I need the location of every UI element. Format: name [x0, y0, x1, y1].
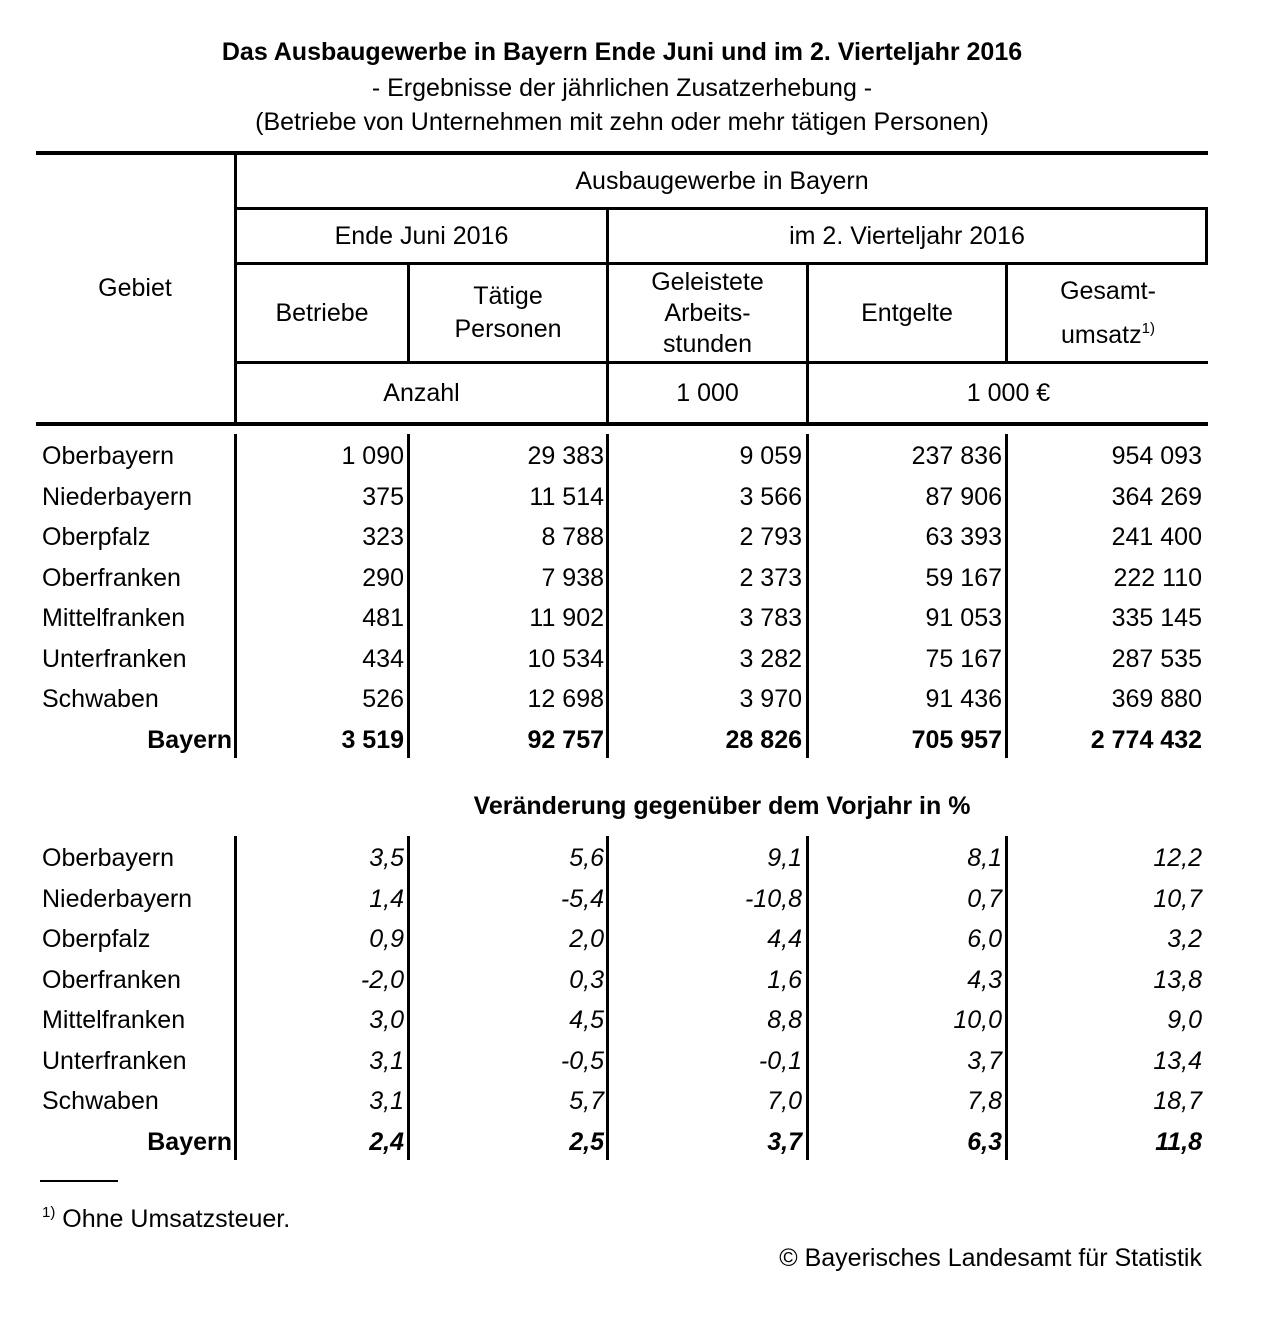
footnote	[42, 1204, 290, 1234]
header-group-juni	[237, 210, 606, 262]
row-value: 13,4	[1153, 1046, 1202, 1075]
table-row	[0, 436, 1276, 476]
header-col-taetige-personen	[410, 265, 606, 361]
row-value: 10,7	[1153, 884, 1202, 913]
row-value: 2,5	[569, 1127, 604, 1156]
row-value: 12 698	[527, 685, 604, 713]
change-section-title: Veränderung gegenüber dem Vorjahr in %	[473, 792, 971, 820]
footnote-rule	[40, 1180, 118, 1182]
row-value: -2,0	[360, 965, 404, 994]
row-value: 63 393	[925, 523, 1002, 551]
row-value: 335 145	[1111, 604, 1202, 632]
unit-anzahl-label: Anzahl	[383, 378, 460, 407]
row-value: 369 880	[1111, 685, 1202, 713]
row-value: 3 566	[739, 482, 802, 511]
table-row	[0, 1081, 1276, 1121]
table-row-total	[0, 1122, 1276, 1162]
row-gebiet: Oberpfalz	[42, 925, 151, 953]
row-value: 92 757	[527, 725, 604, 754]
row-gebiet: Oberfranken	[42, 965, 181, 994]
row-value: 2 793	[739, 523, 802, 551]
table-row	[0, 838, 1276, 878]
row-value: 3 282	[739, 644, 802, 673]
table-row	[0, 639, 1276, 679]
row-value: 4,5	[569, 1006, 604, 1034]
row-value: -10,8	[745, 884, 802, 913]
row-value: 0,9	[369, 925, 404, 953]
row-value: 222 110	[1113, 563, 1202, 592]
table-row	[0, 558, 1276, 598]
row-value: 7,8	[967, 1087, 1002, 1115]
row-gebiet: Unterfranken	[42, 644, 187, 673]
footnote-mark: 1)	[42, 1204, 56, 1221]
row-value: 91 053	[925, 604, 1002, 632]
page-subtitle: - Ergebnisse der jährlichen Zusatzerhebung -	[371, 74, 873, 102]
row-value: 11,8	[1155, 1127, 1202, 1156]
table-row	[0, 1000, 1276, 1040]
row-value: 4,4	[767, 925, 802, 953]
unit-tausend	[609, 364, 806, 422]
row-value: 6,0	[967, 925, 1002, 953]
header-group-quartal-label: im 2. Vierteljahr 2016	[789, 221, 1025, 250]
row-value: 8,8	[767, 1006, 802, 1034]
row-value: 5,7	[569, 1087, 604, 1115]
row-value: 12,2	[1153, 844, 1202, 872]
rule-header-bottom	[36, 422, 1208, 426]
header-col-label-text: umsatz	[1061, 321, 1142, 349]
divider	[1205, 208, 1208, 264]
header-col-label-line: Personen	[454, 315, 562, 343]
row-value: 241 400	[1111, 523, 1202, 551]
header-col-betriebe-label: Betriebe	[275, 298, 369, 327]
unit-anzahl	[237, 364, 606, 422]
row-value: 11 902	[529, 604, 604, 632]
row-value: 9 059	[739, 442, 802, 470]
table-row	[0, 919, 1276, 959]
row-value: 3,7	[767, 1127, 802, 1156]
row-value: 3,1	[369, 1087, 404, 1115]
header-col-label-line: Tätige	[473, 282, 543, 310]
row-value: 954 093	[1111, 442, 1202, 470]
row-value: 8,1	[967, 844, 1002, 872]
page-subtitle-scope: (Betriebe von Unternehmen mit zehn oder mehr tätigen Personen)	[255, 108, 989, 136]
row-value: 526	[362, 685, 404, 713]
row-value: 1 090	[341, 442, 404, 470]
table-row	[0, 679, 1276, 719]
row-value: 10,0	[953, 1006, 1002, 1034]
header-col-gesamtumsatz	[1008, 265, 1208, 361]
header-group-main	[237, 155, 1207, 207]
row-gebiet: Mittelfranken	[42, 1006, 186, 1034]
row-value: 434	[362, 644, 404, 673]
row-value: 6,3	[967, 1127, 1002, 1156]
row-value: 2,0	[569, 925, 604, 953]
row-value: 8 788	[541, 523, 604, 551]
row-value: 7,0	[767, 1087, 802, 1115]
copyright: © Bayerisches Landesamt für Statistik	[779, 1244, 1202, 1272]
row-value: 3,7	[967, 1046, 1002, 1075]
row-value: 3,1	[369, 1046, 404, 1075]
header-col-arbeitsstunden	[609, 263, 806, 363]
header-col-label-line: Arbeits-	[664, 298, 751, 327]
row-gebiet: Schwaben	[42, 1087, 159, 1115]
row-value: 3,2	[1167, 925, 1202, 953]
row-value: 87 906	[925, 482, 1002, 511]
row-value: 7 938	[541, 563, 604, 592]
row-gebiet: Oberbayern	[42, 844, 175, 872]
row-value: 0,3	[569, 965, 604, 994]
row-value: 481	[362, 604, 404, 632]
unit-tausend-euro	[809, 364, 1208, 422]
row-value: 3 783	[739, 604, 802, 632]
footnote-marker[interactable]: 1)	[1141, 320, 1155, 337]
row-gebiet: Oberbayern	[42, 442, 175, 470]
row-value: 290	[362, 563, 404, 592]
row-value: 75 167	[925, 644, 1002, 673]
row-value: 3 519	[341, 725, 404, 754]
row-value: 2 774 432	[1090, 725, 1202, 754]
header-col-label-line: stunden	[663, 329, 752, 358]
row-value: 0,7	[967, 884, 1002, 913]
header-group-quartal	[609, 210, 1205, 262]
row-value: 9,0	[1167, 1006, 1202, 1034]
row-value: 28 826	[725, 725, 802, 754]
row-value: -5,4	[560, 884, 604, 913]
header-gebiet	[36, 155, 234, 421]
row-gebiet: Oberfranken	[42, 563, 181, 592]
row-value: 364 269	[1111, 482, 1202, 511]
row-value: 3,5	[369, 844, 404, 872]
row-value: 10 534	[527, 644, 604, 673]
row-gebiet: Niederbayern	[42, 482, 193, 511]
page-title: Das Ausbaugewerbe in Bayern Ende Juni und im 2. Vierteljahr 2016	[221, 38, 1023, 66]
row-value: 287 535	[1111, 644, 1202, 673]
row-gebiet: Niederbayern	[42, 884, 193, 913]
table-row	[0, 1041, 1276, 1081]
row-value: 2,4	[369, 1127, 404, 1156]
row-value: 2 373	[739, 563, 802, 592]
row-value: 3,0	[369, 1006, 404, 1034]
header-group-main-label: Ausbaugewerbe in Bayern	[575, 166, 869, 195]
table-row	[0, 598, 1276, 638]
row-gebiet: Schwaben	[42, 685, 159, 713]
header-col-label-line: Gesamt-	[1060, 277, 1156, 305]
row-value: 323	[362, 523, 404, 551]
row-value: 1,6	[767, 965, 802, 994]
row-value: 237 836	[911, 442, 1002, 470]
row-gebiet: Oberpfalz	[42, 523, 151, 551]
row-gebiet: Mittelfranken	[42, 604, 186, 632]
row-value: 4,3	[967, 965, 1002, 994]
header-col-label-line	[1061, 310, 1155, 354]
row-value: 9,1	[767, 844, 802, 872]
row-value: 3 970	[739, 685, 802, 713]
row-value: 5,6	[569, 844, 604, 872]
header-gebiet-label: Gebiet	[98, 273, 172, 302]
row-value: 1,4	[369, 884, 404, 913]
table-row	[0, 477, 1276, 517]
header-col-betriebe	[237, 265, 407, 361]
row-value: 13,8	[1153, 965, 1202, 994]
header-col-entgelte	[809, 265, 1005, 361]
header-col-label-line: Geleistete	[651, 267, 764, 296]
unit-tausend-label: 1 000	[676, 378, 739, 407]
row-value: 59 167	[925, 563, 1002, 592]
header-group-juni-label: Ende Juni 2016	[334, 221, 509, 250]
table-row	[0, 879, 1276, 919]
table-row	[0, 960, 1276, 1000]
row-value: 29 383	[527, 442, 604, 470]
row-value: -0,5	[560, 1046, 604, 1075]
unit-tausend-euro-label: 1 000 €	[966, 378, 1051, 407]
footnote-text: Ohne Umsatzsteuer.	[62, 1205, 291, 1233]
row-gebiet: Bayern	[147, 1127, 232, 1156]
row-value: 18,7	[1153, 1087, 1202, 1115]
row-value: -0,1	[758, 1046, 802, 1075]
row-gebiet: Bayern	[147, 725, 232, 754]
table-row	[0, 517, 1276, 557]
row-value: 91 436	[925, 685, 1002, 713]
header-col-entgelte-label: Entgelte	[861, 298, 953, 327]
row-value: 11 514	[529, 482, 604, 511]
table-row-total	[0, 720, 1276, 760]
row-value: 705 957	[911, 725, 1002, 754]
row-value: 375	[362, 482, 404, 511]
row-gebiet: Unterfranken	[42, 1046, 187, 1075]
